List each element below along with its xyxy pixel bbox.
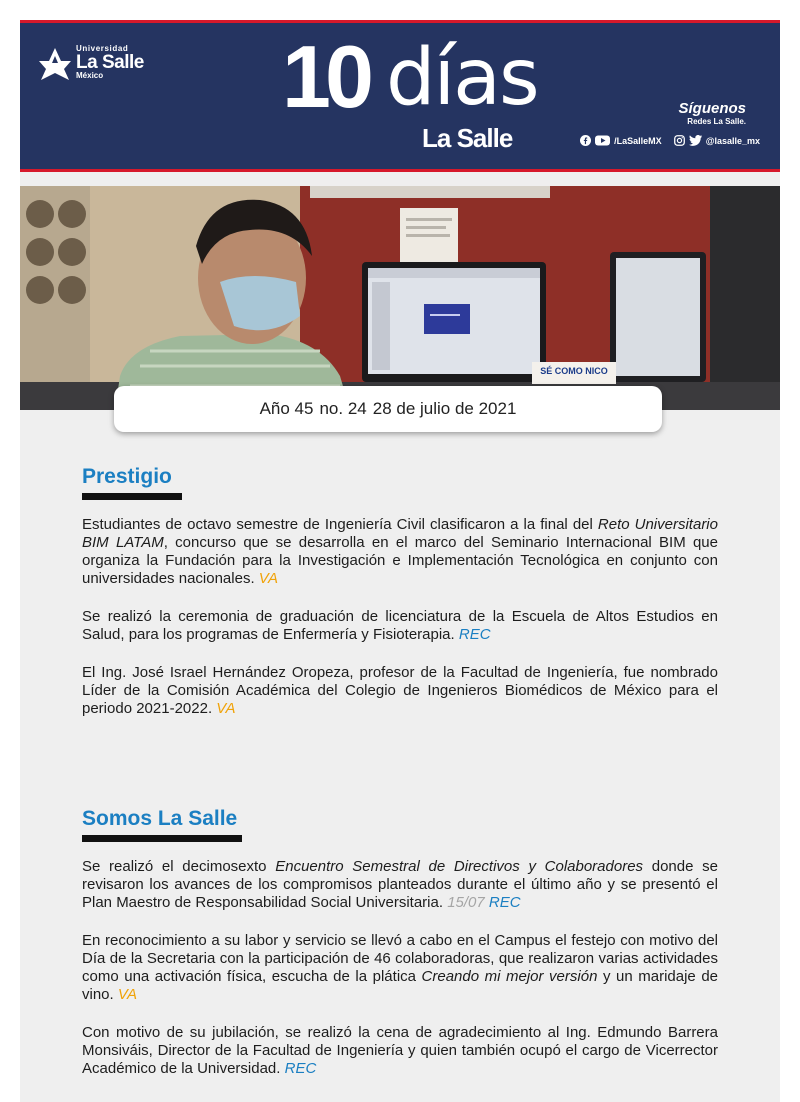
news-text: donde se revisaron los avances de los compromisos planteados durante el último año y se presentó el Plan Maestro de Responsabilidad Social Universitaria. (82, 858, 718, 911)
masthead-word: días (386, 33, 538, 123)
issue-year: Año 45 (259, 399, 314, 418)
campus-tag[interactable]: VA (216, 700, 236, 717)
logo-university-label: Universidad (76, 44, 129, 53)
issue-date: 28 de julio de 2021 (372, 399, 517, 418)
news-text: Con motivo de su jubilación, se realizó la cena de agradecimiento al Ing. Edmundo Barrera Monsiváis, Director de la Facultad de Ingeniería y quien también ocupó el cargo de Vicerrector Académico de la Universidad. (82, 1024, 718, 1077)
news-item (82, 932, 718, 1004)
issue-info-bar (114, 386, 662, 432)
news-emphasis: Reto Universitario BIM LATAM (82, 516, 718, 551)
instagram-twitter-handle[interactable]: @lasalle_mx (705, 135, 760, 146)
news-item (82, 608, 718, 644)
news-emphasis: Creando mi mejor versión (421, 968, 598, 985)
la-salle-star-icon (38, 47, 72, 81)
issue-number: no. 24 (319, 399, 367, 418)
newsletter-header (20, 20, 780, 172)
campus-tag[interactable]: VA (117, 986, 138, 1003)
news-item (82, 1024, 718, 1078)
masthead-title (282, 27, 538, 155)
news-text: Se realizó la ceremonia de graduación de licenciatura de la Escuela de Altos Estudios en Salud, para los programas de Enfermería y Fisioterapia. (82, 608, 718, 643)
campus-tag[interactable]: REC (488, 894, 521, 911)
la-salle-logo[interactable] (38, 45, 144, 81)
logo-country: México (76, 71, 104, 80)
news-text: En reconocimiento a su labor y servicio se llevó a cabo en el Campus el festejo con motivo del Día de la Secretaria con la participación de 46 colaboradoras, que realizaron varias actividades como una activación física, escucha de la plática (82, 932, 718, 985)
youtube-icon[interactable] (595, 135, 610, 146)
news-text: Estudiantes de octavo semestre de Ingeniería Civil clasificaron a la final del (82, 516, 598, 533)
news-text: El Ing. José Israel Hernández Oropeza, profesor de la Facultad de Ingeniería, fue nombrado Líder de la Comisión Académica del Colegio de Ingenieros Biomédicos de México para el periodo 2021-2022. (82, 664, 718, 717)
social-links (580, 135, 760, 146)
campus-tag[interactable]: REC (284, 1060, 317, 1077)
news-date: 15/07 (447, 894, 485, 911)
news-emphasis: Encuentro Semestral de Directivos y Colaboradores (275, 858, 644, 875)
news-item (82, 664, 718, 718)
section-title: Somos La Salle (82, 807, 238, 830)
masthead-number: 10 (282, 27, 368, 126)
section-prestigio (82, 466, 718, 738)
campus-tag[interactable]: REC (458, 626, 491, 643)
facebook-icon[interactable] (580, 135, 591, 146)
hero-photo-illustration (20, 186, 780, 410)
campus-tag[interactable]: VA (258, 570, 278, 587)
photo-sign-text: SÉ COMO NICO (540, 366, 608, 376)
news-text: , concurso que se desarrolla en el marco del Seminario Internacional BIM que organiza la Fundación para la Investigación e Implementación Tecnológica en conjunto con universidades nacionales. (82, 534, 718, 587)
follow-subtitle: Redes La Salle. (687, 117, 746, 126)
follow-us-block (678, 101, 746, 126)
section-title-underline (82, 835, 242, 842)
section-somos-la-salle (82, 808, 718, 1098)
section-title-underline (82, 493, 182, 500)
section-title: Prestigio (82, 465, 172, 488)
instagram-icon[interactable] (674, 135, 685, 146)
masthead-subtitle: La Salle (422, 123, 513, 153)
logo-name: La Salle (76, 52, 144, 73)
news-item (82, 858, 718, 912)
hero-photo (20, 186, 780, 410)
facebook-youtube-handle[interactable]: /LaSalleMX (614, 135, 662, 146)
twitter-icon[interactable] (689, 135, 702, 146)
news-text: y un maridaje de vino. (82, 968, 718, 1003)
follow-title: Síguenos (678, 100, 746, 117)
news-item (82, 516, 718, 588)
news-text: Se realizó el decimosexto (82, 858, 276, 875)
